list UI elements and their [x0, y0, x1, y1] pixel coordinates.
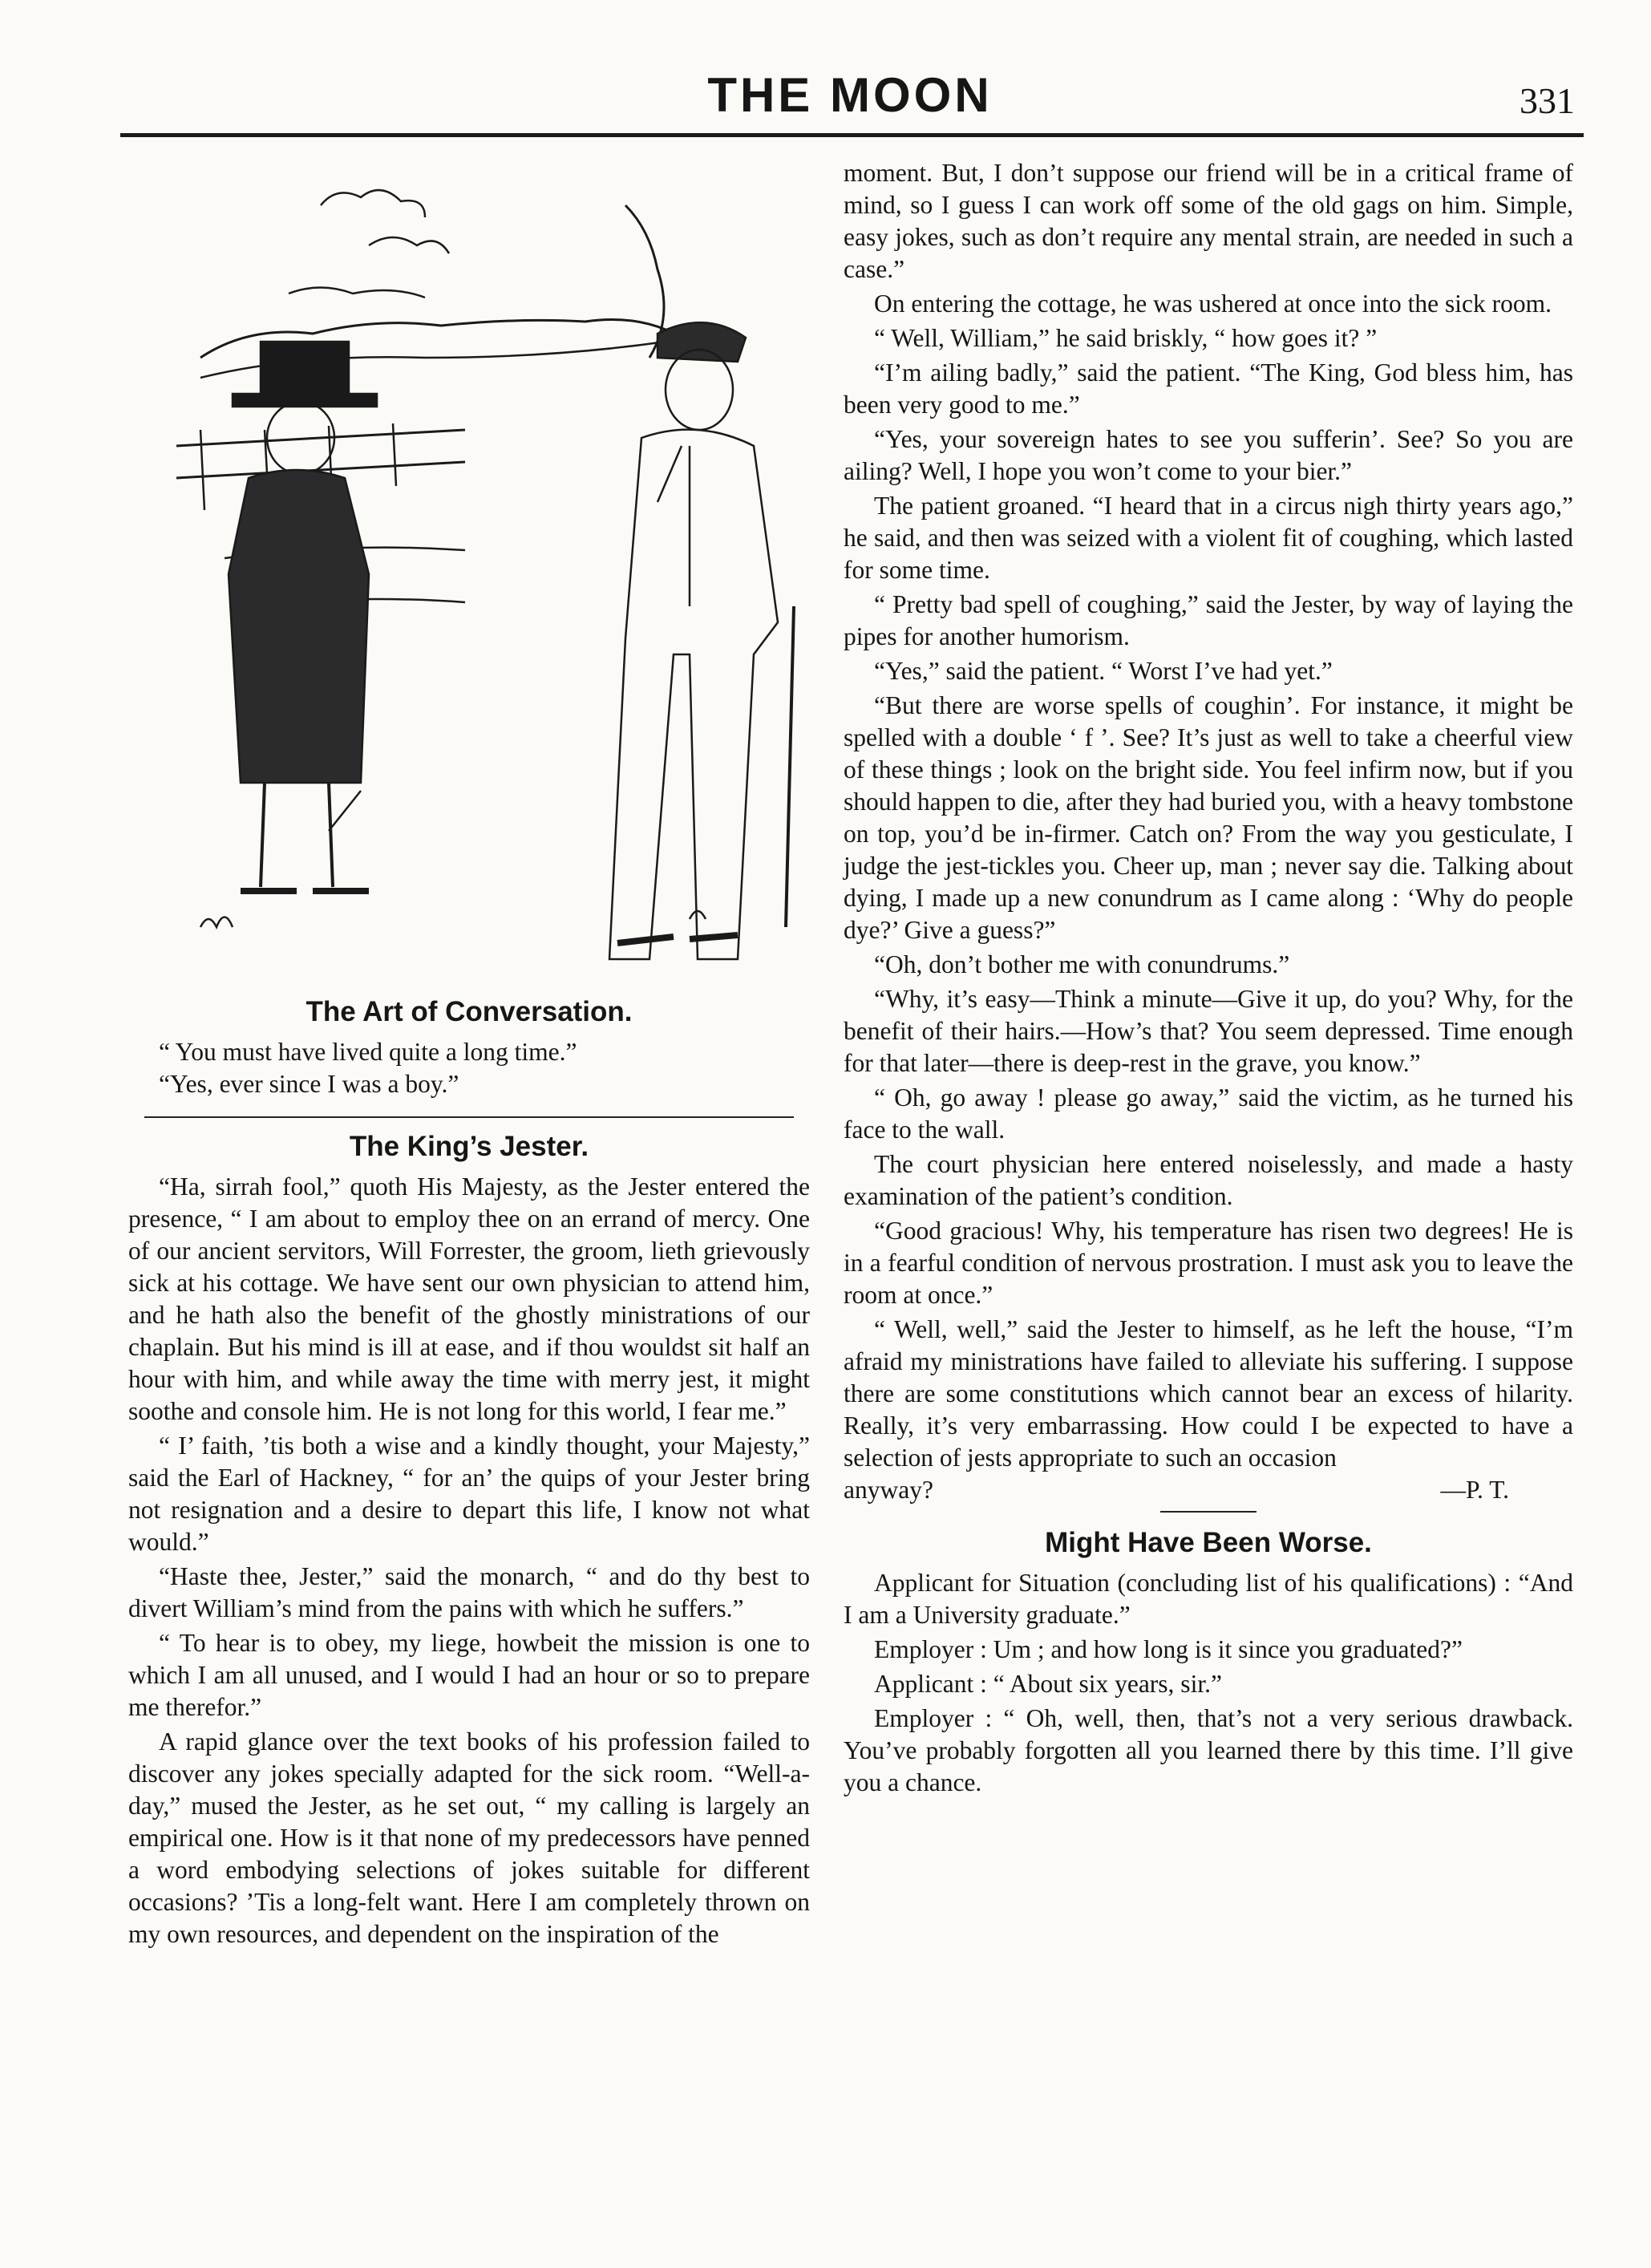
cartoon-caption-title: The Art of Conversation.	[306, 996, 633, 1027]
section-divider	[144, 1116, 794, 1118]
caption-line: “Yes, ever since I was a boy.”	[159, 1070, 459, 1098]
story-paragraph: “Ha, sirrah fool,” quoth His Majesty, as the Jester entered the presence, “ I am about to employ thee on an errand of mercy. One of our ancient servitors, Will Forrester, the groom, lieth grievously sick at his cottage. We have sent our own physician to attend him, and he hath also the benefit of the ghostly ministrations of our chaplain. But his mind is ill at ease, and if thou wouldst sit half an hour with him, and while away the time with merry jest, it might soothe and console him. He is not long for this world, I fear me.”	[128, 1172, 810, 1425]
story-paragraph: “But there are worse spells of coughin’. For instance, it might be spelled with a double ‘ f ’. See? It’s just as well to take a cheerful view of these things ; look on the bright side. You feel infirm now, but if you should happen to die, after they had buried you, with a heavy tombstone on top, you’d be in-firmer. Catch on? From the way you gesticulate, I judge the jest-tickles you. Cheer up, man ; never say die. Talking about dying, I made up a new conundrum as I came along : ‘Why do people dye?’ Give a guess?”	[844, 691, 1573, 944]
story-paragraph: “Good gracious! Why, his temperature has risen two degrees! He is in a fearful condition of nervous prostration. I must ask you to leave the room at once.”	[844, 1217, 1573, 1309]
right-column	[844, 157, 1573, 1801]
cartoon-caption	[128, 1036, 810, 1100]
story-paragraph: “ Pretty bad spell of coughing,” said the Jester, by way of laying the pipes for another humorism.	[844, 590, 1573, 650]
caption-line: “ You must have lived quite a long time.”	[159, 1038, 577, 1066]
story-last-line: anyway?	[844, 1476, 933, 1504]
story-ending	[844, 1474, 1573, 1506]
page-number: 331	[1519, 80, 1575, 121]
story-paragraph: The patient groaned. “I heard that in a circus nigh thirty years ago,” he said, and then was seized with a violent fit of coughing, which lasted for some time.	[844, 492, 1573, 584]
dialogue-line: Employer : Um ; and how long is it since you graduated?”	[874, 1635, 1463, 1663]
story-paragraph: “Yes, your sovereign hates to see you sufferin’. See? So you are ailing? Well, I hope you won’t come to your bier.”	[844, 425, 1573, 485]
dialogue-line: Applicant : “ About six years, sir.”	[874, 1670, 1222, 1698]
story-paragraph: The court physician here entered noiselessly, and made a hasty examination of the patient’s condition.	[844, 1150, 1573, 1210]
dialogue-line: Employer : “ Oh, well, then, that’s not a very serious drawback. You’ve probably forgotten all you learned there by this time. I’ll give you a chance.	[844, 1704, 1573, 1796]
story-paragraph: “ I’ faith, ’tis both a wise and a kindly thought, your Majesty,” said the Earl of Hackney, “ for an’ the quips of your Jester bring not resignation and a desire to depart this life, I know not what would.”	[128, 1432, 810, 1556]
story-paragraph: “I’m ailing badly,” said the patient. “The King, God bless him, has been very good to me.”	[844, 358, 1573, 419]
cartoon-illustration	[128, 157, 810, 983]
story-paragraph-continued: moment. But, I don’t suppose our friend will be in a critical frame of mind, so I guess I can work off some of the old gags on him. Simple, easy jokes, such as don’t require any mental strain, are needed in such a case.”	[844, 159, 1573, 283]
jester-story-title: The King’s Jester.	[349, 1131, 589, 1162]
story-paragraph: “ Oh, go away ! please go away,” said the victim, as he turned his face to the wall.	[844, 1083, 1573, 1144]
story-paragraph: “Oh, don’t bother me with conundrums.”	[874, 950, 1290, 978]
author-signature: —P. T.	[1440, 1476, 1509, 1504]
worse-title: Might Have Been Worse.	[1045, 1527, 1372, 1558]
story-paragraph: “ Well, William,” he said briskly, “ how goes it? ”	[874, 324, 1378, 352]
story-paragraph: On entering the cottage, he was ushered at once into the sick room.	[874, 290, 1552, 318]
story-paragraph: “ To hear is to obey, my liege, howbeit the mission is one to which I am all unused, and I would I had an hour or so to prepare me therefor.”	[128, 1629, 810, 1721]
masthead-rule	[120, 133, 1584, 137]
magazine-title: THE MOON	[707, 68, 993, 122]
story-paragraph: “Why, it’s easy—Think a minute—Give it up, do you? Why, for the benefit of their hairs.—How’s that? You seem depressed. Time enough for that later—there is deep-rest in the grave, you know.”	[844, 985, 1573, 1077]
short-divider	[1160, 1511, 1256, 1513]
story-paragraph: “Haste thee, Jester,” said the monarch, “ and do thy best to divert William’s mind from the pains with which he suffers.”	[128, 1562, 810, 1622]
story-paragraph: “Yes,” said the patient. “ Worst I’ve had yet.”	[874, 657, 1333, 685]
dialogue-line: Applicant for Situation (concluding list of his qualifications) : “And I am a University graduate.”	[844, 1569, 1573, 1629]
masthead	[120, 63, 1580, 128]
story-paragraph: A rapid glance over the text books of his profession failed to discover any jokes specially adapted for the sick room. “Well-a-day,” mused the Jester, as he set out, “ my calling is largely an empirical one. How is it that none of my predecessors have penned a word embodying selections of jokes suitable for different occasions? ’Tis a long-felt want. Here I am completely thrown on my own resources, and dependent on the inspiration of the	[128, 1727, 810, 1948]
story-paragraph: “ Well, well,” said the Jester to himself, as he left the house, “I’m afraid my ministrations have failed to alleviate his suffering. I suppose there are some constitutions which cannot bear an excess of hilarity. Really, it’s very embarrassing. How could I be expected to have a selection of jests appropriate to such an occasion	[844, 1315, 1573, 1472]
left-column	[128, 157, 810, 1953]
